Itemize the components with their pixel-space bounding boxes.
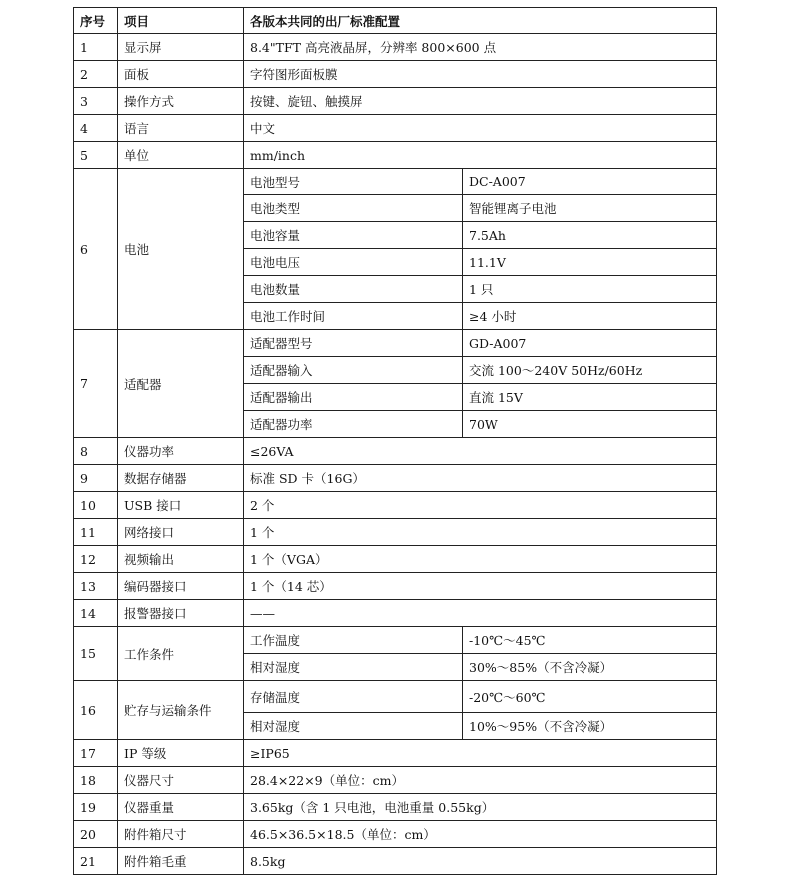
row-no: 16 xyxy=(74,681,118,740)
row-no: 20 xyxy=(74,821,118,848)
sub-item-name: 适配器输入 xyxy=(244,357,463,384)
row-value: ≤26VA xyxy=(244,438,717,465)
sub-item-name: 存储温度 xyxy=(244,681,463,713)
table-row xyxy=(74,740,717,767)
row-value: 中文 xyxy=(244,115,717,142)
row-item: 操作方式 xyxy=(118,88,244,115)
table-row xyxy=(74,600,717,627)
sub-item-value: -20℃～60℃ xyxy=(463,681,717,713)
row-item: 附件箱毛重 xyxy=(118,848,244,875)
table-row xyxy=(74,794,717,821)
table-header-row xyxy=(74,8,717,34)
row-item: 适配器 xyxy=(118,330,244,438)
row-no: 14 xyxy=(74,600,118,627)
row-no: 6 xyxy=(74,169,118,330)
sub-item-value: 智能锂离子电池 xyxy=(463,195,717,222)
sub-item-value: 10%～95%（不含冷凝） xyxy=(463,713,717,740)
row-value: ≥IP65 xyxy=(244,740,717,767)
table-row xyxy=(74,169,717,195)
sub-item-value: DC-A007 xyxy=(463,169,717,195)
sub-item-value: 1 只 xyxy=(463,276,717,303)
row-value: 1 个 xyxy=(244,519,717,546)
table-row xyxy=(74,767,717,794)
row-no: 10 xyxy=(74,492,118,519)
table-row xyxy=(74,88,717,115)
sub-item-value: ≥4 小时 xyxy=(463,303,717,330)
table-row xyxy=(74,546,717,573)
row-value: mm/inch xyxy=(244,142,717,169)
row-no: 18 xyxy=(74,767,118,794)
row-value: 2 个 xyxy=(244,492,717,519)
row-item: 贮存与运输条件 xyxy=(118,681,244,740)
row-value: 1 个（14 芯） xyxy=(244,573,717,600)
row-value: 按键、旋钮、触摸屏 xyxy=(244,88,717,115)
sub-item-value: -10℃～45℃ xyxy=(463,627,717,654)
header-config: 各版本共同的出厂标准配置 xyxy=(244,8,717,34)
sub-item-name: 电池工作时间 xyxy=(244,303,463,330)
sub-item-name: 相对湿度 xyxy=(244,713,463,740)
sub-item-name: 电池数量 xyxy=(244,276,463,303)
sub-item-value: 交流 100～240V 50Hz/60Hz xyxy=(463,357,717,384)
header-no: 序号 xyxy=(74,8,118,34)
table-row xyxy=(74,627,717,654)
table-row xyxy=(74,681,717,713)
table-row xyxy=(74,519,717,546)
sub-item-name: 电池型号 xyxy=(244,169,463,195)
table-row xyxy=(74,438,717,465)
table-row xyxy=(74,115,717,142)
sub-item-name: 电池类型 xyxy=(244,195,463,222)
row-item: 数据存储器 xyxy=(118,465,244,492)
row-item: 仪器功率 xyxy=(118,438,244,465)
table-row xyxy=(74,34,717,61)
table-row xyxy=(74,61,717,88)
row-value: 字符图形面板膜 xyxy=(244,61,717,88)
row-value: —— xyxy=(244,600,717,627)
row-item: 语言 xyxy=(118,115,244,142)
header-item: 项目 xyxy=(118,8,244,34)
row-no: 12 xyxy=(74,546,118,573)
row-no: 7 xyxy=(74,330,118,438)
sub-item-name: 适配器功率 xyxy=(244,411,463,438)
row-item: IP 等级 xyxy=(118,740,244,767)
sub-item-name: 工作温度 xyxy=(244,627,463,654)
sub-item-value: 70W xyxy=(463,411,717,438)
sub-item-name: 电池容量 xyxy=(244,222,463,249)
row-no: 17 xyxy=(74,740,118,767)
sub-item-name: 适配器型号 xyxy=(244,330,463,357)
row-value: 28.4×22×9（单位：cm） xyxy=(244,767,717,794)
table-row xyxy=(74,330,717,357)
table-row xyxy=(74,821,717,848)
row-item: 附件箱尺寸 xyxy=(118,821,244,848)
row-value: 1 个（VGA） xyxy=(244,546,717,573)
row-no: 2 xyxy=(74,61,118,88)
row-no: 4 xyxy=(74,115,118,142)
row-no: 19 xyxy=(74,794,118,821)
row-value: 46.5×36.5×18.5（单位：cm） xyxy=(244,821,717,848)
row-no: 3 xyxy=(74,88,118,115)
row-value: 8.5kg xyxy=(244,848,717,875)
row-item: 显示屏 xyxy=(118,34,244,61)
row-item: 面板 xyxy=(118,61,244,88)
row-value: 3.65kg（含 1 只电池，电池重量 0.55kg） xyxy=(244,794,717,821)
row-item: 网络接口 xyxy=(118,519,244,546)
sub-item-name: 适配器输出 xyxy=(244,384,463,411)
row-value: 标准 SD 卡（16G） xyxy=(244,465,717,492)
sub-item-value: 11.1V xyxy=(463,249,717,276)
row-item: 电池 xyxy=(118,169,244,330)
row-item: 报警器接口 xyxy=(118,600,244,627)
table-row xyxy=(74,492,717,519)
sub-item-value: 30%～85%（不含冷凝） xyxy=(463,654,717,681)
row-item: 工作条件 xyxy=(118,627,244,681)
row-no: 9 xyxy=(74,465,118,492)
table-row xyxy=(74,848,717,875)
row-no: 11 xyxy=(74,519,118,546)
table-row xyxy=(74,465,717,492)
spec-table xyxy=(73,7,717,875)
row-item: 仪器尺寸 xyxy=(118,767,244,794)
row-no: 15 xyxy=(74,627,118,681)
sub-item-value: GD-A007 xyxy=(463,330,717,357)
table-body xyxy=(74,34,717,875)
row-no: 13 xyxy=(74,573,118,600)
row-item: 仪器重量 xyxy=(118,794,244,821)
row-item: 单位 xyxy=(118,142,244,169)
row-item: 编码器接口 xyxy=(118,573,244,600)
row-no: 5 xyxy=(74,142,118,169)
sub-item-value: 7.5Ah xyxy=(463,222,717,249)
sub-item-name: 相对湿度 xyxy=(244,654,463,681)
row-value: 8.4"TFT 高亮液晶屏，分辨率 800×600 点 xyxy=(244,34,717,61)
row-item: 视频输出 xyxy=(118,546,244,573)
row-no: 21 xyxy=(74,848,118,875)
row-item: USB 接口 xyxy=(118,492,244,519)
sub-item-name: 电池电压 xyxy=(244,249,463,276)
row-no: 1 xyxy=(74,34,118,61)
sub-item-value: 直流 15V xyxy=(463,384,717,411)
table-row xyxy=(74,142,717,169)
row-no: 8 xyxy=(74,438,118,465)
table-row xyxy=(74,573,717,600)
